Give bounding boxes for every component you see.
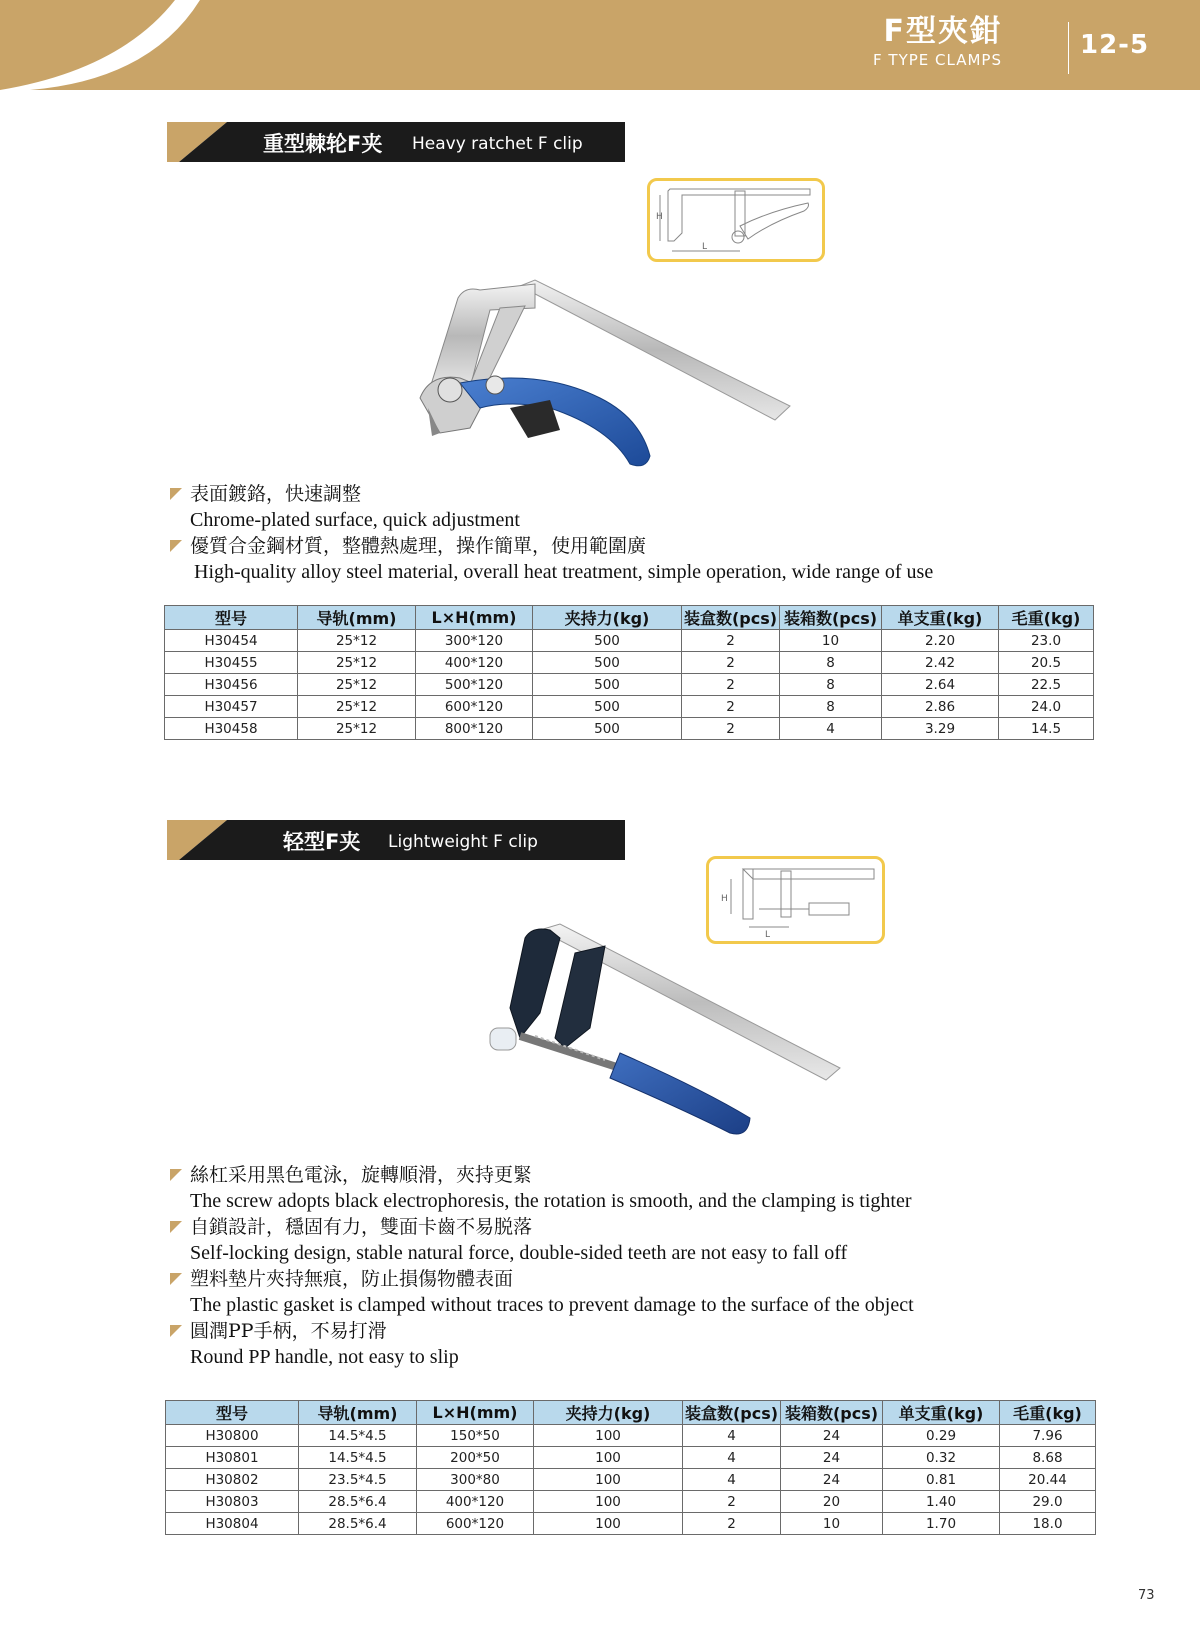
column-header: 装箱数(pcs) <box>780 606 882 630</box>
table-cell: 4 <box>683 1425 781 1447</box>
table-cell: H30457 <box>165 696 298 718</box>
table-cell: 0.81 <box>883 1469 1000 1491</box>
table-cell: 2.42 <box>882 652 999 674</box>
table-cell: 3.29 <box>882 718 999 740</box>
diagram-label-l: L <box>702 242 708 252</box>
header-page-code: 12-5 <box>1080 30 1150 60</box>
table-header-row <box>165 606 1094 630</box>
table-cell: H30800 <box>166 1425 299 1447</box>
table-cell: 2.86 <box>882 696 999 718</box>
table-cell: 25*12 <box>298 696 416 718</box>
table-cell: 14.5*4.5 <box>299 1447 417 1469</box>
table-cell: 8 <box>780 652 882 674</box>
feature-item <box>168 533 1068 585</box>
page-header <box>0 0 1200 90</box>
lightweight-clamp-photo <box>480 918 880 1158</box>
table-cell: 25*12 <box>298 674 416 696</box>
column-header: 装箱数(pcs) <box>781 1401 883 1425</box>
table-cell: 1.40 <box>883 1491 1000 1513</box>
table-cell: 20 <box>781 1491 883 1513</box>
table-cell: 100 <box>534 1513 683 1535</box>
feature-list-heavy <box>168 481 1068 585</box>
feature-cn: 圓潤PP手柄，不易打滑 <box>190 1320 387 1342</box>
table-cell: 4 <box>683 1469 781 1491</box>
table-cell: H30802 <box>166 1469 299 1491</box>
header-divider <box>1068 22 1069 74</box>
table-cell: 10 <box>780 630 882 652</box>
table-cell: 2.64 <box>882 674 999 696</box>
section-title-en: Heavy ratchet F clip <box>412 134 583 154</box>
table-row <box>165 696 1094 718</box>
table-header-row <box>166 1401 1096 1425</box>
table-cell: 500 <box>533 696 682 718</box>
diagram-label-h: H <box>656 212 663 222</box>
heavy-ratchet-clamp-photo <box>400 278 830 488</box>
column-header: 夹持力(kg) <box>534 1401 683 1425</box>
table-cell: 300*120 <box>416 630 533 652</box>
column-header: 夹持力(kg) <box>533 606 682 630</box>
table-cell: 400*120 <box>417 1491 534 1513</box>
column-header: 导轨(mm) <box>299 1401 417 1425</box>
table-cell: 500 <box>533 674 682 696</box>
column-header: L×H(mm) <box>417 1401 534 1425</box>
table-cell: H30458 <box>165 718 298 740</box>
header-title-cn: F型夾鉗 <box>883 14 1002 49</box>
table-cell: 0.32 <box>883 1447 1000 1469</box>
table-cell: 500 <box>533 630 682 652</box>
table-row <box>166 1513 1096 1535</box>
table-cell: 150*50 <box>417 1425 534 1447</box>
table-cell: H30804 <box>166 1513 299 1535</box>
page-number: 73 <box>1138 1588 1155 1603</box>
feature-item <box>168 1266 1068 1318</box>
table-cell: 500 <box>533 718 682 740</box>
table-cell: 8.68 <box>1000 1447 1096 1469</box>
table-cell: 0.29 <box>883 1425 1000 1447</box>
table-cell: 100 <box>534 1469 683 1491</box>
table-row <box>166 1469 1096 1491</box>
table-row <box>165 718 1094 740</box>
column-header: 型号 <box>166 1401 299 1425</box>
table-cell: 24 <box>781 1425 883 1447</box>
table-cell: 18.0 <box>1000 1513 1096 1535</box>
table-cell: H30801 <box>166 1447 299 1469</box>
table-cell: H30456 <box>165 674 298 696</box>
table-cell: 500*120 <box>416 674 533 696</box>
table-cell: 100 <box>534 1447 683 1469</box>
section-title-cn: 轻型F夹 <box>283 830 361 854</box>
feature-en: High-quality alloy steel material, overall heat treatment, simple operation, wide range of use <box>194 561 934 583</box>
table-cell: H30454 <box>165 630 298 652</box>
table-cell: 24 <box>781 1469 883 1491</box>
table-row <box>165 630 1094 652</box>
section-banner-heavy <box>167 122 625 162</box>
spec-table-light <box>165 1400 1096 1535</box>
table-cell: 10 <box>781 1513 883 1535</box>
column-header: L×H(mm) <box>416 606 533 630</box>
feature-cn: 優質合金鋼材質，整體熱處理，操作簡單，使用範圍廣 <box>190 535 647 557</box>
column-header: 型号 <box>165 606 298 630</box>
table-cell: H30455 <box>165 652 298 674</box>
table-cell: 2 <box>682 696 780 718</box>
table-cell: 300*80 <box>417 1469 534 1491</box>
table-cell: 25*12 <box>298 630 416 652</box>
column-header: 导轨(mm) <box>298 606 416 630</box>
table-cell: 23.0 <box>999 630 1094 652</box>
table-cell: 500 <box>533 652 682 674</box>
table-cell: 28.5*6.4 <box>299 1513 417 1535</box>
feature-item <box>168 1214 1068 1266</box>
table-cell: 8 <box>780 696 882 718</box>
feature-cn: 絲杠采用黑色電泳，旋轉順滑，夾持更緊 <box>190 1164 533 1186</box>
table-cell: 29.0 <box>1000 1491 1096 1513</box>
column-header: 装盒数(pcs) <box>682 606 780 630</box>
table-cell: 2.20 <box>882 630 999 652</box>
table-cell: 22.5 <box>999 674 1094 696</box>
header-swoosh-decoration <box>0 0 200 90</box>
column-header: 装盒数(pcs) <box>683 1401 781 1425</box>
table-row <box>166 1425 1096 1447</box>
feature-list-light <box>168 1162 1068 1370</box>
table-cell: 24 <box>781 1447 883 1469</box>
table-cell: 2 <box>682 652 780 674</box>
feature-item <box>168 1318 1068 1370</box>
section-title-cn: 重型棘轮F夹 <box>263 132 383 156</box>
table-cell: 2 <box>682 630 780 652</box>
table-cell: 800*120 <box>416 718 533 740</box>
header-title-en: F TYPE CLAMPS <box>873 51 1002 69</box>
dimension-diagram-heavy <box>647 178 825 262</box>
table-cell: 23.5*4.5 <box>299 1469 417 1491</box>
table-row <box>166 1447 1096 1469</box>
header-title <box>873 14 1002 70</box>
feature-item <box>168 1162 1068 1214</box>
table-cell: 8 <box>780 674 882 696</box>
table-cell: H30803 <box>166 1491 299 1513</box>
table-row <box>165 652 1094 674</box>
table-cell: 600*120 <box>417 1513 534 1535</box>
table-cell: 4 <box>780 718 882 740</box>
table-cell: 25*12 <box>298 718 416 740</box>
feature-en: Round PP handle, not easy to slip <box>190 1346 459 1368</box>
feature-en: The screw adopts black electrophoresis, the rotation is smooth, and the clamping is tighter <box>190 1190 912 1212</box>
table-cell: 20.5 <box>999 652 1094 674</box>
table-cell: 14.5 <box>999 718 1094 740</box>
column-header: 单支重(kg) <box>882 606 999 630</box>
table-cell: 600*120 <box>416 696 533 718</box>
table-cell: 1.70 <box>883 1513 1000 1535</box>
table-cell: 4 <box>683 1447 781 1469</box>
diagram-label-l: L <box>765 930 771 940</box>
feature-en: Self-locking design, stable natural force, double-sided teeth are not easy to fall off <box>190 1242 848 1264</box>
section-banner-light <box>167 820 625 860</box>
section-title-en: Lightweight F clip <box>388 832 538 852</box>
clamp-outline-diagram <box>650 181 822 259</box>
feature-en: Chrome-plated surface, quick adjustment <box>190 509 520 531</box>
table-cell: 2 <box>682 718 780 740</box>
table-cell: 100 <box>534 1491 683 1513</box>
table-row <box>166 1491 1096 1513</box>
table-cell: 100 <box>534 1425 683 1447</box>
table-cell: 24.0 <box>999 696 1094 718</box>
table-cell: 200*50 <box>417 1447 534 1469</box>
table-cell: 20.44 <box>1000 1469 1096 1491</box>
feature-cn: 塑料墊片夾持無痕，防止損傷物體表面 <box>190 1268 514 1290</box>
table-row <box>165 674 1094 696</box>
table-cell: 14.5*4.5 <box>299 1425 417 1447</box>
feature-item <box>168 481 1068 533</box>
table-cell: 2 <box>683 1513 781 1535</box>
spec-table-heavy <box>164 605 1094 740</box>
feature-cn: 表面鍍鉻，快速調整 <box>190 483 362 505</box>
feature-en: The plastic gasket is clamped without traces to prevent damage to the surface of the object <box>190 1294 914 1316</box>
column-header: 毛重(kg) <box>999 606 1094 630</box>
column-header: 毛重(kg) <box>1000 1401 1096 1425</box>
table-cell: 2 <box>682 674 780 696</box>
feature-cn: 自鎖設計，穩固有力，雙面卡齒不易脱落 <box>190 1216 533 1238</box>
diagram-label-h: H <box>721 894 728 904</box>
table-cell: 7.96 <box>1000 1425 1096 1447</box>
table-cell: 2 <box>683 1491 781 1513</box>
table-cell: 400*120 <box>416 652 533 674</box>
table-cell: 25*12 <box>298 652 416 674</box>
column-header: 单支重(kg) <box>883 1401 1000 1425</box>
table-cell: 28.5*6.4 <box>299 1491 417 1513</box>
